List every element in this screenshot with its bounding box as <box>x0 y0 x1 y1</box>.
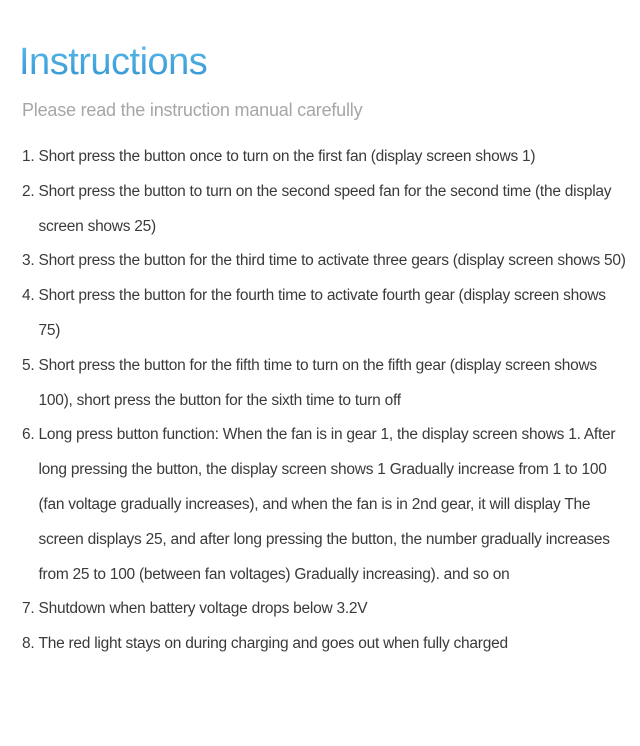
instruction-text: Shutdown when battery voltage drops below 3.2V <box>38 600 368 618</box>
page-title: Instructions <box>19 38 207 86</box>
instruction-item-7 <box>22 592 626 627</box>
instruction-item-8 <box>22 627 626 662</box>
instruction-number: 5. <box>22 356 39 374</box>
instruction-text: Short press the button for the fourth time to activate fourth gear (display screen shows 75) <box>38 287 606 339</box>
instruction-item-3 <box>22 244 626 279</box>
page-subtitle: Please read the instruction manual carefully <box>22 100 363 120</box>
instruction-number: 2. <box>22 182 39 200</box>
instruction-number: 1. <box>22 148 39 165</box>
instruction-item-4 <box>22 279 626 349</box>
instruction-item-6 <box>22 418 626 592</box>
instruction-item-2 <box>22 175 626 245</box>
instruction-number: 6. <box>22 426 39 444</box>
instruction-number: 7. <box>22 600 39 618</box>
instruction-text: Short press the button to turn on the second speed fan for the second time (the display screen shows 25) <box>38 182 612 235</box>
instruction-item-5 <box>22 349 626 419</box>
instruction-text: Long press button function: When the fan is in gear 1, the display screen shows 1. After long pressing the button, the display screen shows 1 Gradually increase from 1 to 100 (fan voltage gradually increases), and when the fan is in 2nd gear, it will display The screen displays 25, and after long pressing the button, the number gradually increases from 25 to 100 (between fan voltages) Gradually increasing). and so on <box>38 426 616 583</box>
instruction-number: 3. <box>22 252 39 270</box>
instruction-text: Short press the button for the fifth time to turn on the fifth gear (display screen shows 100), short press the button for the sixth time to turn off <box>38 356 597 409</box>
instruction-text: Short press the button for the third time to activate three gears (display screen shows 50) <box>38 252 626 270</box>
instruction-text: Short press the button once to turn on the first fan (display screen shows 1) <box>38 148 536 165</box>
instruction-list <box>22 140 626 662</box>
instruction-text: The red light stays on during charging and goes out when fully charged <box>38 635 508 653</box>
instruction-number: 4. <box>22 287 39 305</box>
instruction-number: 8. <box>22 635 39 653</box>
instruction-item-1 <box>22 140 626 175</box>
